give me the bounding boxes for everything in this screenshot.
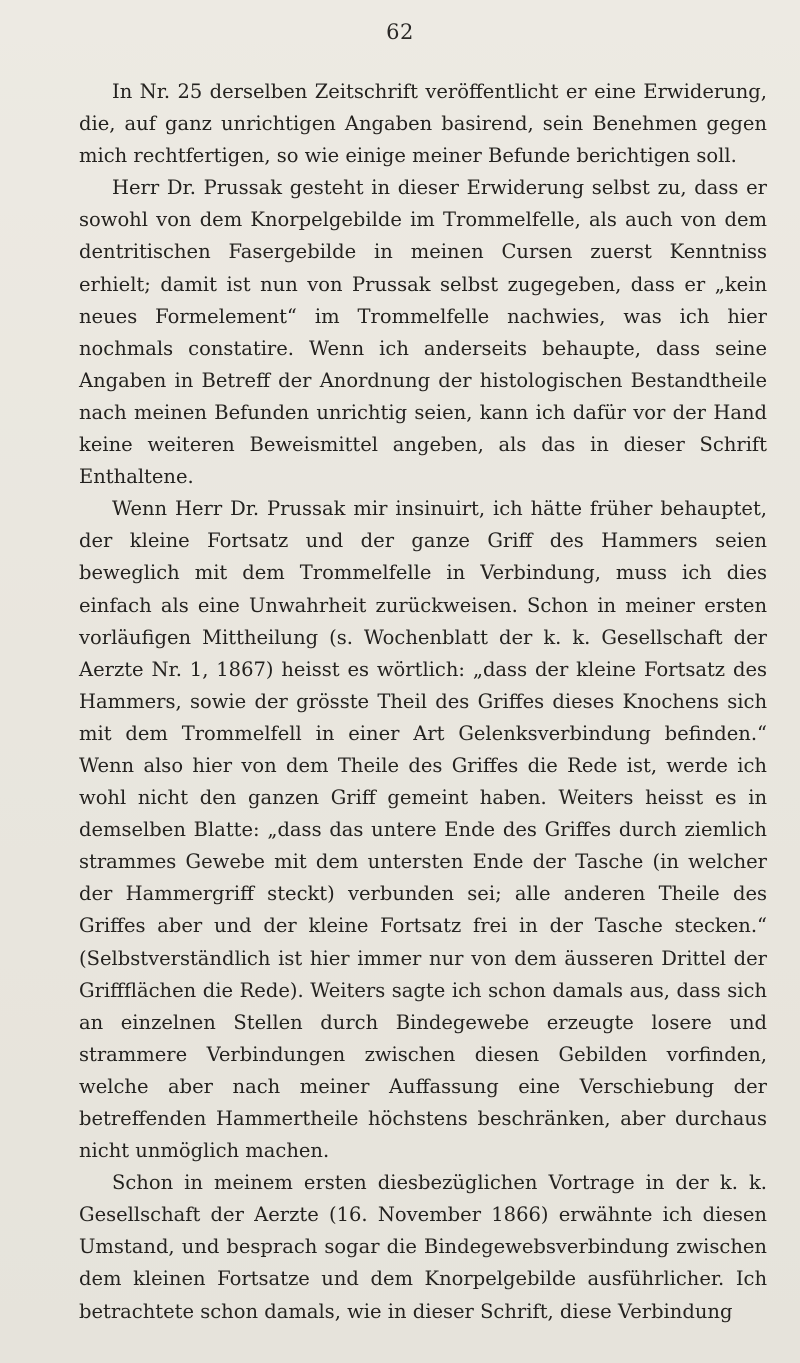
page-number: 62 xyxy=(386,20,414,44)
body-text xyxy=(79,76,767,1328)
paragraph-3: Wenn Herr Dr. Prussak mir insinuirt, ich hätte früher behauptet, der kleine Fortsatz und der ganze Griff des Hammers seien beweglich mit dem Trommelfelle in Verbindung, muss ich dies einfach als eine Unwahrheit zurückweisen. Schon in meiner ersten vorläufigen Mittheilung (s. Wochenblatt der k. k. Gesellschaft der Aerzte Nr. 1, 1867) heisst es wörtlich: „dass der kleine Fortsatz des Hammers, sowie der grösste Theil des Griffes dieses Knochens sich mit dem Trommelfell in einer Art Gelenksverbindung befinden.“ Wenn also hier von dem Theile des Griffes die Rede ist, werde ich wohl nicht den ganzen Griff gemeint haben. Weiters heisst es in demselben Blatte: „dass das untere Ende des Griffes durch ziemlich strammes Gewebe mit dem untersten Ende der Tasche (in welcher der Hammergriff steckt) verbunden sei; alle anderen Theile des Griffes aber und der kleine Fortsatz frei in der Tasche stecken.“ (Selbstverständlich ist hier immer nur von dem äusseren Drittel der Griffflächen die Rede). Weiters sagte ich schon damals aus, dass sich an einzelnen Stellen durch Bindegewebe erzeugte losere und strammere Verbindungen zwischen diesen Gebilden vorfinden, welche aber nach meiner Auffassung eine Verschiebung der betreffenden Hammertheile höchstens beschränken, aber durchaus nicht unmöglich machen. xyxy=(79,497,767,1163)
paragraph-1: In Nr. 25 derselben Zeitschrift veröffentlicht er eine Erwiderung, die, auf ganz unrichtigen Angaben basirend, sein Benehmen gegen mich rechtfertigen, so wie einige meiner Befunde berichtigen soll. xyxy=(79,80,767,168)
paragraph-4: Schon in meinem ersten diesbezüglichen Vortrage in der k. k. Gesellschaft der Aerzte (16. November 1866) erwähnte ich diesen Umstand, und besprach sogar die Bindegewebsverbindung zwischen dem kleinen Fortsatze und dem Knorpelgebilde ausführlicher. Ich betrachtete schon damals, wie in dieser Schrift, diese Verbindung xyxy=(79,1171,767,1323)
paragraph-2: Herr Dr. Prussak gesteht in dieser Erwiderung selbst zu, dass er sowohl von dem Knorpelgebilde im Trommelfelle, als auch von dem dentritischen Fasergebilde in meinen Cursen zuerst Kenntniss erhielt; damit ist nun von Prussak selbst zugegeben, dass er „kein neues Formelement“ im Trommelfelle nachwies, was ich hier nochmals constatire. Wenn ich anderseits behaupte, dass seine Angaben in Betreff der Anordnung der histologischen Bestandtheile nach meinen Befunden unrichtig seien, kann ich dafür vor der Hand keine weiteren Beweismittel angeben, als das in dieser Schrift Enthaltene. xyxy=(79,176,767,489)
